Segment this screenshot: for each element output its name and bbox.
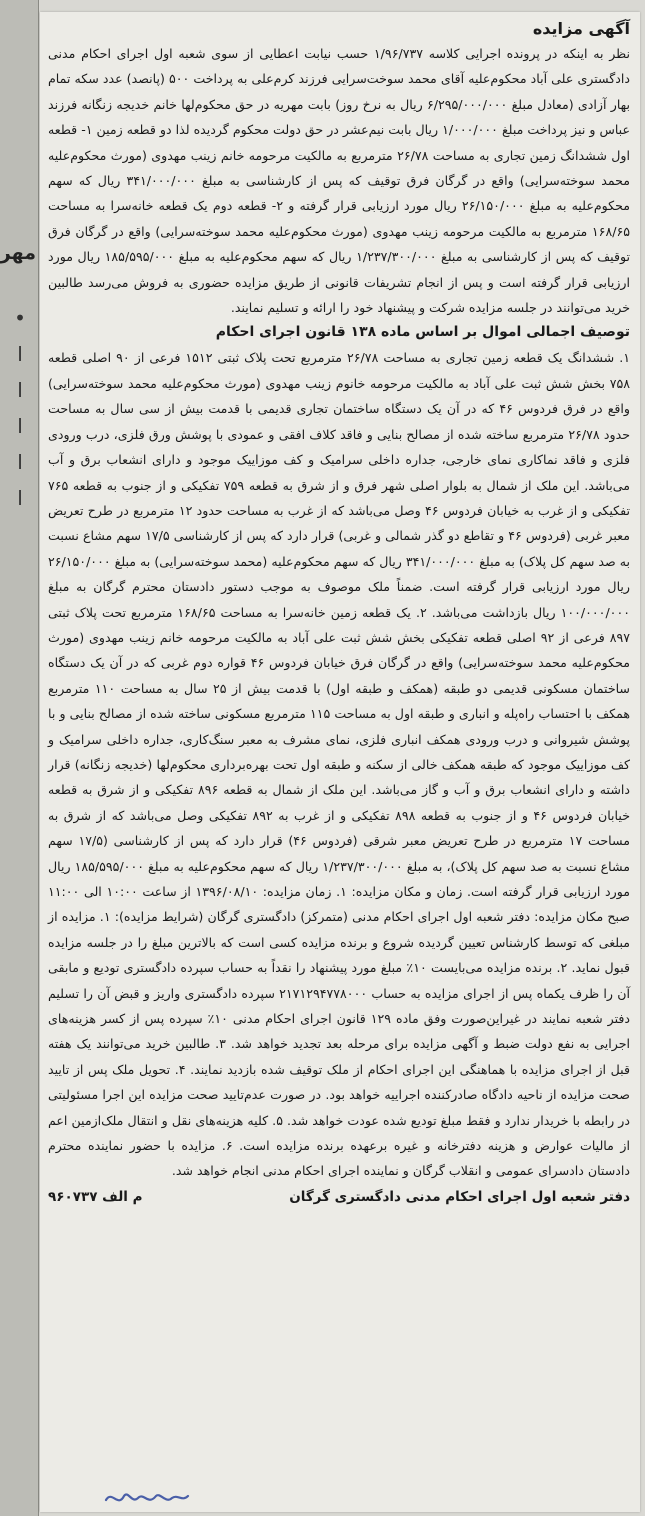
strip-mark: ا	[17, 378, 23, 402]
newspaper-clipping	[40, 12, 640, 1512]
adjacent-column-word: مهر	[0, 242, 36, 264]
notice-signoff	[48, 1184, 630, 1210]
notice-code: م الف ۹۶۰۷۳۷	[48, 1188, 143, 1205]
auction-notice-title: آگهی مزایده	[532, 19, 630, 38]
strip-mark: ا	[17, 486, 23, 510]
adjacent-column-marks	[10, 300, 30, 516]
strip-mark: ا	[17, 414, 23, 438]
strip-mark: •	[14, 306, 26, 330]
property-description-heading: توصیف اجمالی اموال بر اساس ماده ۱۳۸ قانون اجرای احکام	[215, 324, 630, 341]
adjacent-column-strip	[0, 0, 39, 1516]
property-description-paragraph: ۱. ششدانگ یک قطعه زمین تجاری به مساحت ۲۶/۷۸ مترمربع تحت پلاک ثبتی ۱۵۱۲ فرعی از ۹۰ اصلی قطعه ۷۵۸ بخش شش ثبت علی آباد به مالکیت مرحومه خانوم زینب مهدوی (مورث محکوم‌علیه محمد سوخته‌سرایی) واقع در فرق فردوس ۴۶ که در آن یک دستگاه ساختمان تجاری قدیمی با قدمت بیش از سی سال به مساحت حدود ۲۶/۷۸ مترمربع ساخته شده از مصالح بنایی و فاقد کلاف افقی و عمودی با پوشش ورق فلزی، درب ورودی فلزی و فاقد نماکاری نمای خارجی، جداره داخلی سرامیک و کف موزاییک موجود و دارای انشعاب برق و آب می‌باشد. این ملک از شمال به بلوار اصلی شهر فرق و از شرق به قطعه ۷۵۹ تفکیکی و از جنوب به قطعه ۷۶۵ تفکیکی و از غرب به خیابان فردوس ۴۶ وصل می‌باشد که از غرب به مساحت حدود ۱۲ مترمربع در طرح تعریض معبر غربی (فردوس ۴۶ و تقاطع دو گذر شمالی و غربی) قرار دارد که پس از کارشناسی ۱۷/۵ سهم مشاع نسبت به صد سهم کل پلاک) به مبلغ ۳۴۱/۰۰۰/۰۰۰ ریال که سهم محکوم‌علیه (محمد سوخته‌سرایی) به مبلغ ۲۶/۱۵۰/۰۰۰ ریال مورد ارزیابی قرار گرفته است. ضمناً ملک موصوف به موجب دستور دادستان محترم گرگان به مبلغ ۱۰۰/۰۰۰/۰۰۰ ریال بازداشت می‌باشد. ۲. یک قطعه زمین خانه‌سرا به مساحت ۱۶۸/۶۵ مترمربع تحت پلاک ثبتی ۸۹۷ فرعی از ۹۲ اصلی قطعه تفکیکی بخش شش ثبت علی آباد به مالکیت مرحومه خانم زینب مهدوی (مورث محکوم‌علیه محمد سوخته‌سرایی) واقع در گرگان فرق خیابان فردوس ۴۶ قواره دوم غربی که در آن یک دستگاه ساختمان مسکونی قدیمی دو طبقه (همکف و طبقه اول) با قدمت بیش از ۲۵ سال به مساحت ۱۱۰ مترمربع همکف با احتساب راه‌پله و انباری و طبقه اول به مساحت ۱۱۵ مترمربع مسکونی ساخته شده از مصالح بنایی و با پوشش شیروانی و درب ورودی همکف انباری فلزی، نمای مشرف به معبر سنگ‌کاری، جداره داخلی سرامیک و کف موزاییک موجود که طبقه همکف خالی از سکنه و طبقه اول تحت بهره‌برداری محکوم‌لها (خدیجه زنگانه) قرار داشته و دارای انشعاب برق و آب و گاز می‌باشد. این ملک از شمال به قطعه ۸۹۶ تفکیکی و از شرق به قطعه خیابان فردوس ۴۶ و از جنوب به قطعه ۸۹۸ تفکیکی و از غرب به ۸۹۲ تفکیکی وصل می‌باشد که از شرق به مساحت ۱۷ مترمربع در طرح تعریض معبر شرقی (فردوس ۴۶) قرار دارد که پس از کارشناسی (۱۷/۵ سهم مشاع نسبت به صد سهم کل پلاک)، به مبلغ ۱/۲۳۷/۳۰۰/۰۰۰ ریال که سهم محکوم‌علیه به مبلغ ۱۸۵/۵۹۵/۰۰۰ ریال مورد ارزیابی قرار گرفته است. زمان و مکان مزایده: ۱. زمان مزایده: ۱۳۹۶/۰۸/۱۰ از ساعت ۱۰:۰۰ الی ۱۱:۰۰ صبح مکان مزایده: دفتر شعبه اول اجرای احکام مدنی (متمرکز) دادگستری گرگان (شرایط مزایده): ۱. مزایده از مبلغی که توسط کارشناس تعیین گردیده شروع و برنده مزایده کسی است که بالاترین مبلغ را در جلسه مزایده قبول نماید. ۲. برنده مزایده می‌بایست ۱۰٪ مبلغ مورد پیشنهاد را نقداً به حساب سپرده دادگستری تودیع و مابقی آن را ظرف یکماه پس از اجرای مزایده به حساب ۲۱۷۱۲۹۴۷۷۸۰۰۰ سپرده دادگستری واریز و قبض آن را تسلیم دفتر شعبه نمایند در غیراین‌صورت وفق ماده ۱۲۹ قانون اجرای احکام مدنی ۱۰٪ سپرده پس از کسر هزینه‌های اجرایی به نفع دولت ضبط و آگهی مزایده برای مرحله بعد تجدید خواهد شد. ۳. طالبین خرید می‌توانند یک هفته قبل از اجرای مزایده با هماهنگی این اجرای احکام از ملک توقیف شده بازدید نمایند. ۴. تحویل ملک پس از تایید صحت مزایده از ناحیه دادگاه صادرکننده اجراییه خواهد بود. در صورت عدم‌تایید صحت مزایده این اجرا مسئولیتی در رابطه با خریدار ندارد و فقط مبلغ تودیع شده عودت خواهد شد. ۵. کلیه هزینه‌های نقل و انتقال ملک‌ازمین اعم از مالیات عوارض و هزینه دفترخانه و غیره برعهده برنده مزایده است. ۶. مزایده با حضور نماینده محترم دادستان دادسرای عمومی و انقلاب گرگان و نماینده اجرای احکام مدنی انجام خواهد شد.	[48, 350, 631, 1179]
handwritten-mark-icon	[102, 1486, 192, 1510]
strip-mark: ا	[17, 450, 23, 474]
issuing-office: دفتر شعبه اول اجرای احکام مدنی دادگستری گرگان	[289, 1188, 630, 1205]
strip-mark: ا	[17, 342, 23, 366]
auction-intro-paragraph: نظر به اینکه در پرونده اجرایی کلاسه ۱/۹۶/۷۳۷ حسب نیابت اعطایی از سوی شعبه اول اجرای احکام مدنی دادگستری علی آباد محکوم‌علیه آقای محمد سوخت‌سرایی فرزند کرم‌علی به پرداخت ۵۰۰ (پانصد) عدد سکه تمام بهار آزادی (معادل مبلغ ۶/۲۹۵/۰۰۰/۰۰۰ ریال به نرخ روز) بابت مهریه در حق محکوم‌لها خانم خدیجه زنگانه فرزند عباس و نیز پرداخت مبلغ ۱/۰۰۰/۰۰۰ ریال بابت نیم‌عشر در حق دولت محکوم گردیده لذا دو قطعه زمین ۱- قطعه اول ششدانگ زمین تجاری به مساحت ۲۶/۷۸ مترمربع به مالکیت مرحومه خانم زینب مهدوی (مورث محکوم‌علیه محمد سوخته‌سرایی) واقع در گرگان فرق توقیف که پس از کارشناسی به مبلغ ۳۴۱/۰۰۰/۰۰۰ ریال که سهم محکوم‌علیه به مبلغ ۲۶/۱۵۰/۰۰۰ ریال مورد ارزیابی قرار گرفته و ۲- قطعه دوم یک قطعه خانه‌سرا به مساحت ۱۶۸/۶۵ مترمربع به مالکیت مرحومه زینب مهدوی (مورث محکوم‌علیه محمد سوخته‌سرایی) واقع در گرگان فرق توقیف که پس از کارشناسی به مبلغ ۱/۲۳۷/۳۰۰/۰۰۰ ریال که سهم محکوم‌علیه به مبلغ ۱۸۵/۵۹۵/۰۰۰ ریال مورد ارزیابی قرار گرفته است و پس از انجام تشریفات قانونی از طریق مزایده حضوری به فروش می‌رسد طالبین خرید می‌توانند در جلسه مزایده شرکت و پیشنهاد خود را ارائه و تسلیم نمایند.	[48, 46, 631, 316]
